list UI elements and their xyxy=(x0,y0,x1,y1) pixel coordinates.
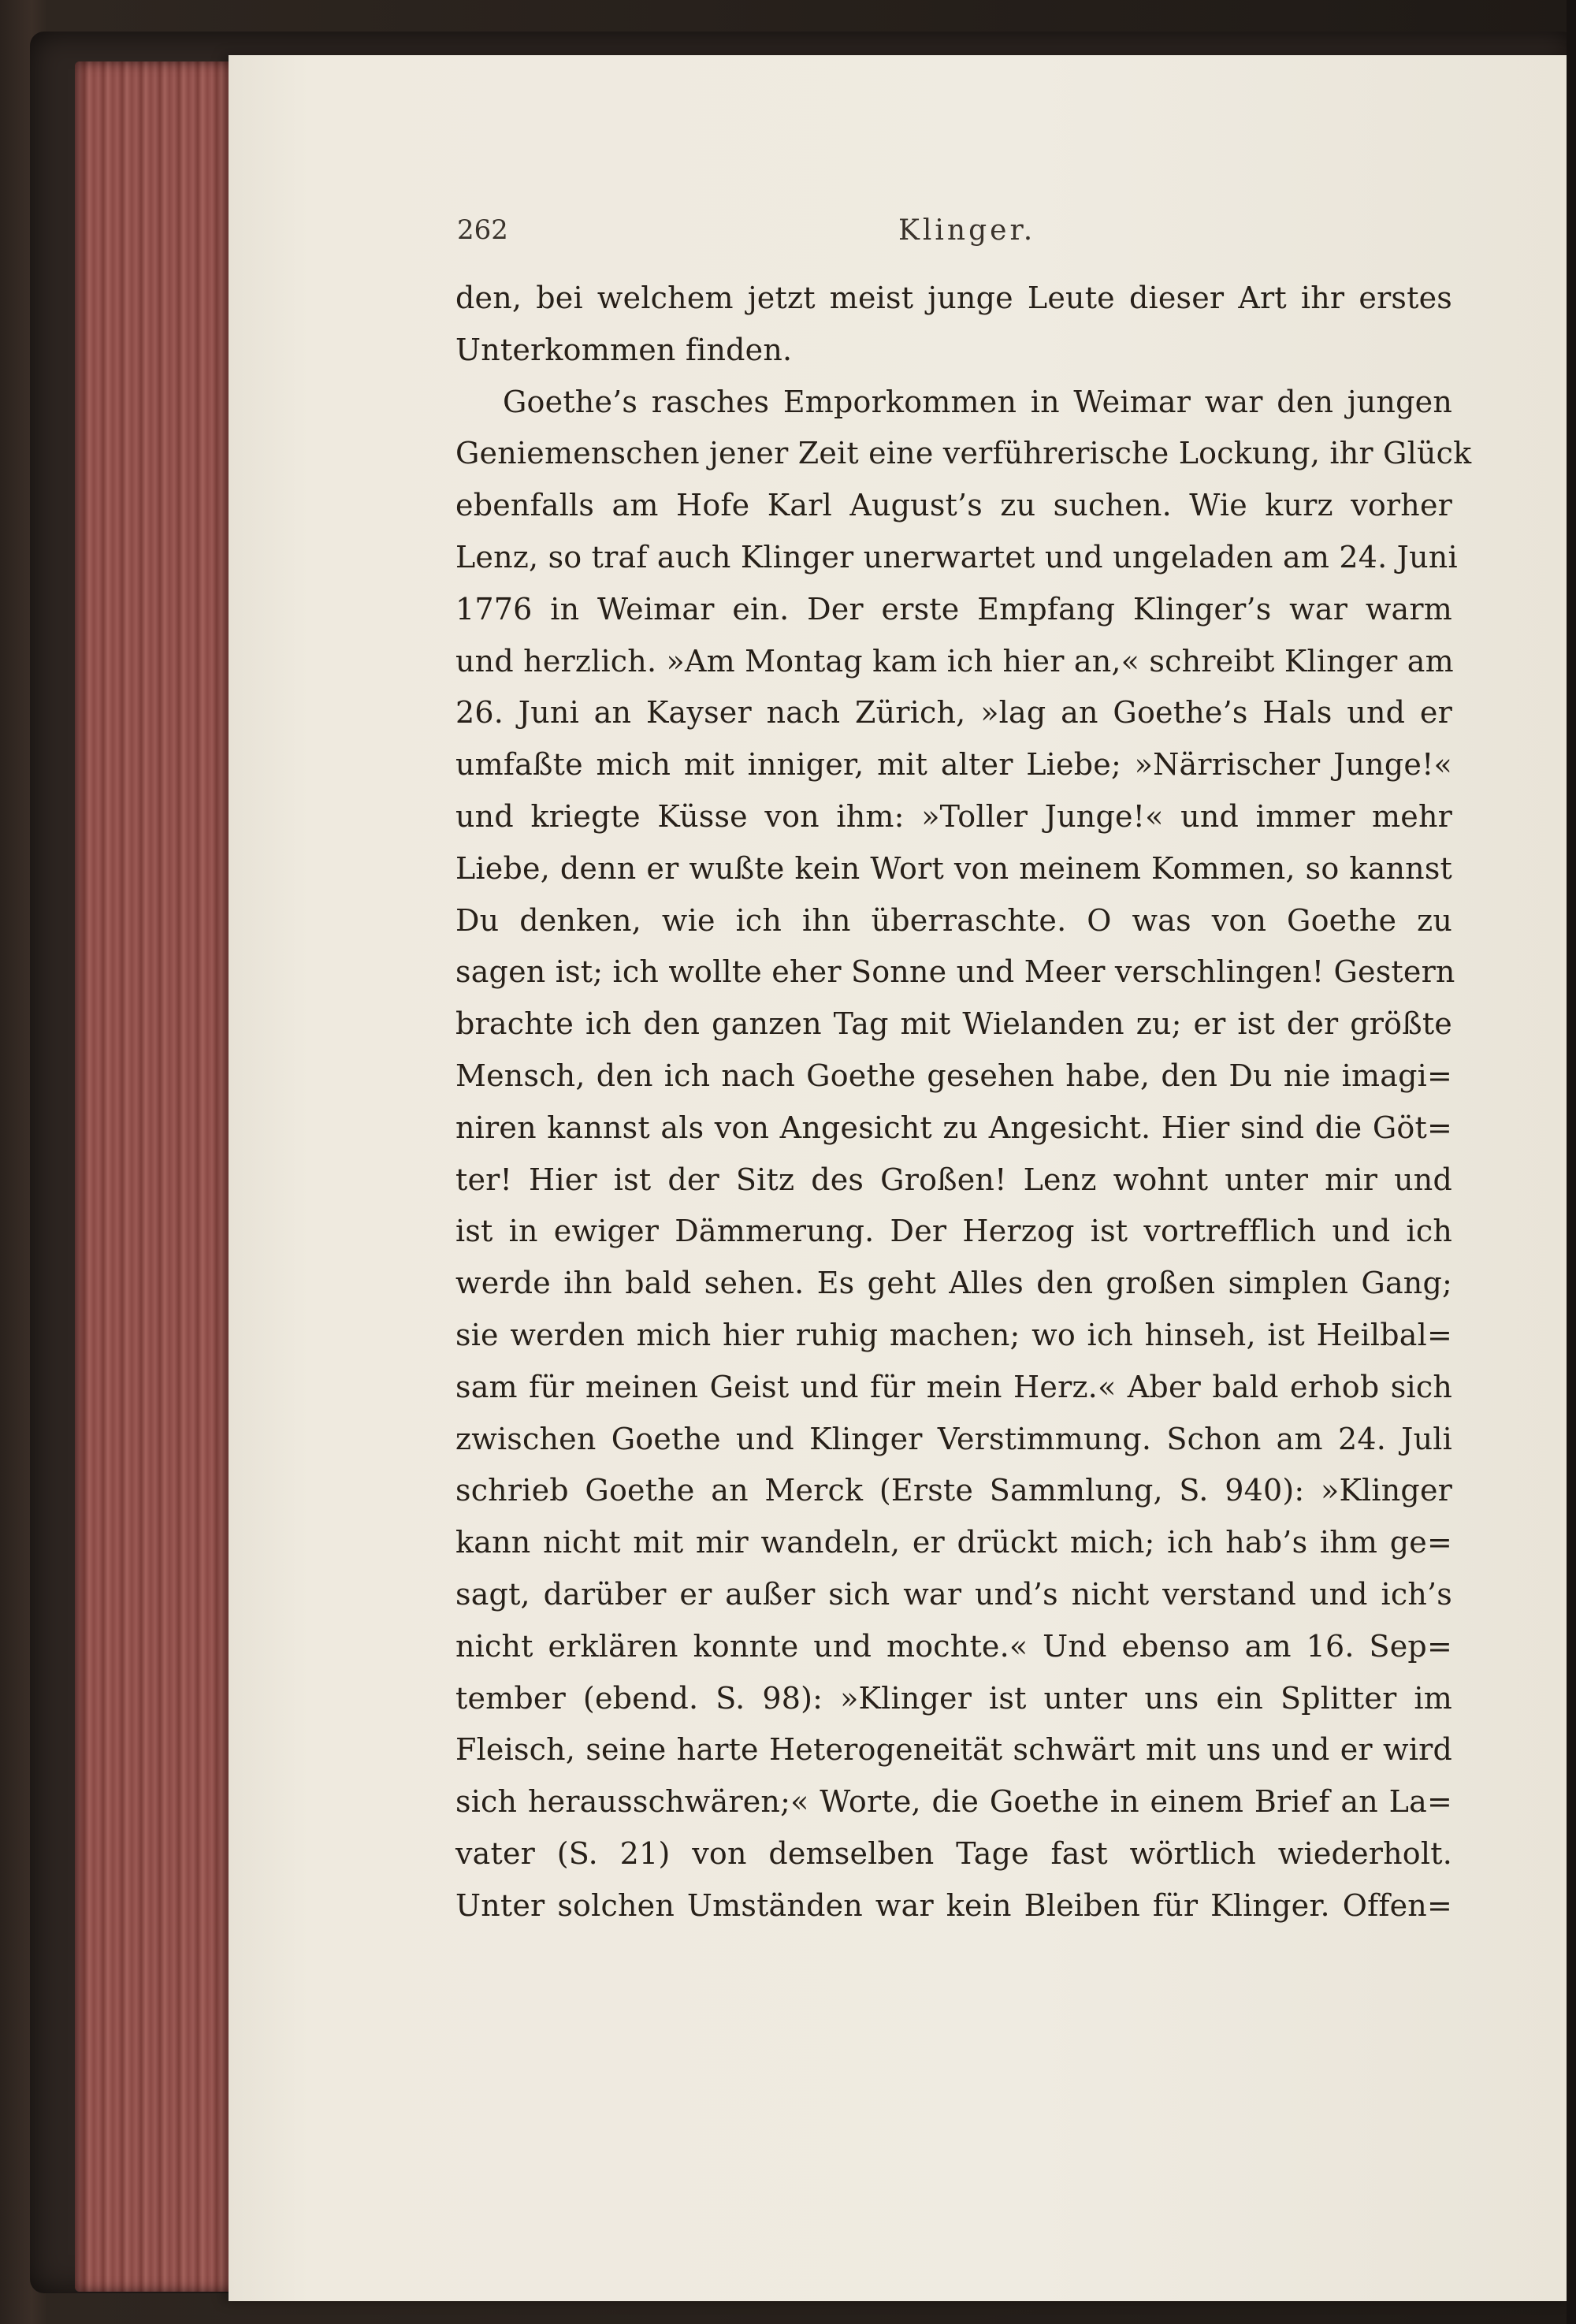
text-line: sagen ist; ich wollte eher Sonne und Meer verschlingen! Gestern xyxy=(455,954,1455,990)
text-line: brachte ich den ganzen Tag mit Wielanden zu; er ist der größte xyxy=(455,1006,1452,1042)
text-line: ter! Hier ist der Sitz des Großen! Lenz wohnt unter mir und xyxy=(455,1162,1452,1197)
text-line: 1776 in Weimar ein. Der erste Empfang Klinger’s war warm xyxy=(455,591,1452,627)
text-line: Mensch, den ich nach Goethe gesehen habe, den Du nie imagi= xyxy=(455,1058,1452,1093)
text-line: 26. Juni an Kayser nach Zürich, »lag an Goethe’s Hals und er xyxy=(455,695,1452,731)
text-line: Unterkommen finden. xyxy=(455,332,793,367)
text-line: zwischen Goethe und Klinger Verstimmung. Schon am 24. Juli xyxy=(455,1421,1452,1456)
text-line: sie werden mich hier ruhig machen; wo ich hinseh, ist Heilbal= xyxy=(455,1317,1452,1352)
text-line: nicht erklären konnte und mochte.« Und ebenso am 16. Sep= xyxy=(455,1628,1452,1664)
text-line: und kriegte Küsse von ihm: »Toller Junge!« und immer mehr xyxy=(455,798,1452,834)
text-line: Liebe, denn er wußte kein Wort von meinem Kommen, so kannst xyxy=(455,850,1452,886)
text-line: tember (ebend. S. 98): »Klinger ist unter uns ein Splitter im xyxy=(455,1680,1452,1716)
text-line: schrieb Goethe an Merck (Erste Sammlung, S. 940): »Klinger xyxy=(455,1473,1452,1508)
text-line: sich herausschwären;« Worte, die Goethe in einem Brief an La= xyxy=(455,1784,1452,1820)
text-line: Geniemenschen jener Zeit eine verführerische Lockung, ihr Glück xyxy=(455,436,1472,471)
text-line: kann nicht mit mir wandeln, er drückt mich; ich hab’s ihm ge= xyxy=(455,1525,1452,1560)
text-line: vater (S. 21) von demselben Tage fast wörtlich wiederholt. xyxy=(455,1835,1452,1871)
scan-border xyxy=(1567,0,1576,2324)
text-line: werde ihn bald sehen. Es geht Alles den großen simplen Gang; xyxy=(455,1266,1452,1301)
text-line: Unter solchen Umständen war kein Bleiben für Klinger. Offen= xyxy=(455,1887,1452,1923)
text-line: ist in ewiger Dämmerung. Der Herzog ist vortrefflich und ich xyxy=(455,1214,1452,1249)
text-line: umfaßte mich mit inniger, mit alter Liebe; »Närrischer Junge!« xyxy=(455,747,1452,783)
page-header xyxy=(457,214,1450,262)
text-line: Fleisch, seine harte Heterogeneität schwärt mit uns und er wird xyxy=(455,1732,1452,1768)
text-line: den, bei welchem jetzt meist junge Leute dieser Art ihr erstes xyxy=(455,281,1452,315)
text-line: niren kannst als von Angesicht zu Angesicht. Hier sind die Göt= xyxy=(455,1110,1452,1145)
text-line: sagt, darüber er außer sich war und’s nicht verstand und ich’s xyxy=(455,1576,1452,1612)
body-text xyxy=(455,273,1472,1932)
text-line: Lenz, so traf auch Klinger unerwartet und ungeladen am 24. Juni xyxy=(455,539,1458,574)
text-line: und herzlich. »Am Montag kam ich hier an,« schreibt Klinger am xyxy=(455,643,1454,679)
running-head: Klinger. xyxy=(898,214,1036,247)
page-number: 262 xyxy=(457,214,508,246)
text-line: Du denken, wie ich ihn überraschte. O was von Goethe zu xyxy=(455,902,1452,938)
text-line: Goethe’s rasches Emporkommen in Weimar war den jungen xyxy=(503,384,1452,419)
text-line: ebenfalls am Hofe Karl August’s zu suchen. Wie kurz vorher xyxy=(455,488,1452,523)
text-line: sam für meinen Geist und für mein Herz.« Aber bald erhob sich xyxy=(455,1369,1452,1404)
